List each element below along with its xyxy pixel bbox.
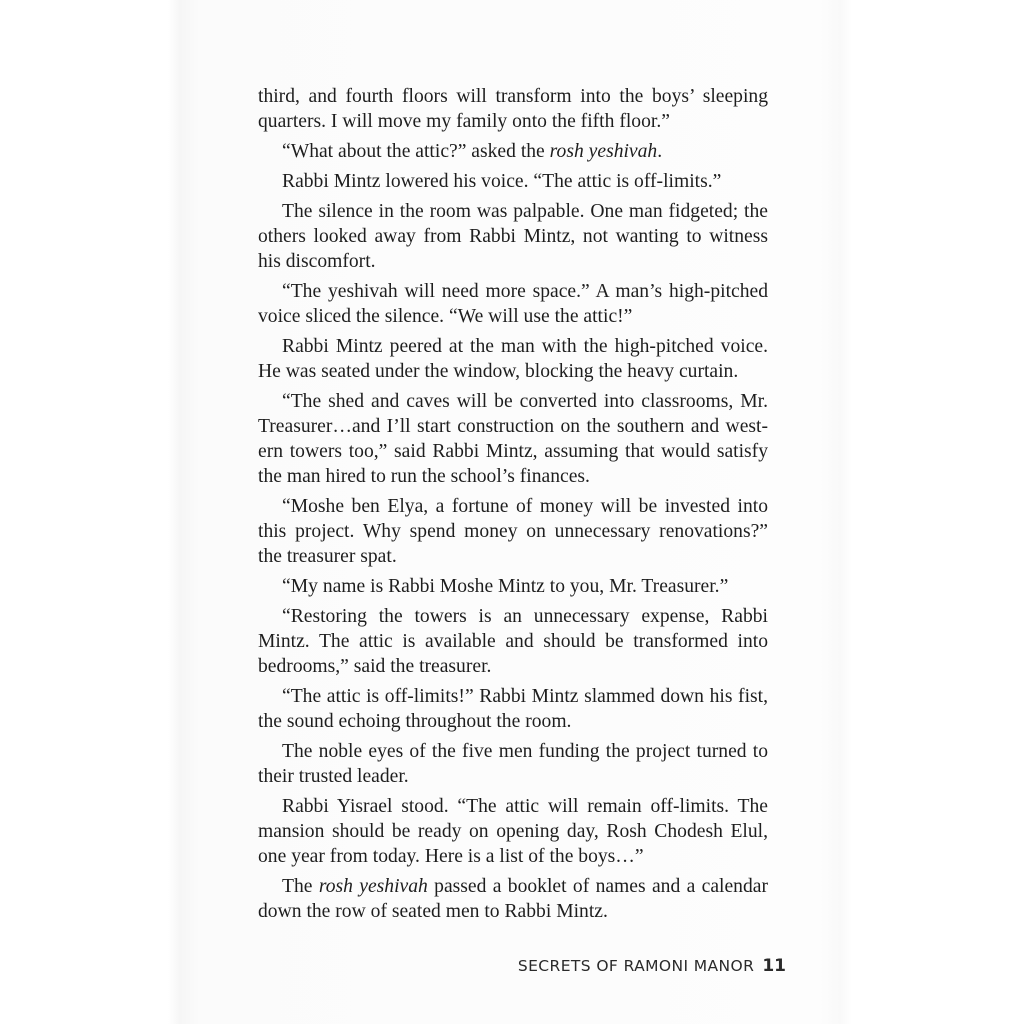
paragraph: “Moshe ben Elya, a fortune of money will be invested into this project. Why spend money on unnecessary renovations?” the treasurer spat. [258,496,768,567]
paragraph-text: The [282,876,319,897]
paragraph: “Restoring the towers is an unnecessary expense, Rabbi Mintz. The attic is available and should be transformed into bedrooms,” said the treasurer. [258,606,768,677]
paragraph: Rabbi Yisrael stood. “The attic will remain off-limits. The mansion should be ready on opening day, Rosh Chodesh Elul, one year from today. Here is a list of the boys…” [258,796,768,867]
running-head: SECRETS OF RAMONI MANOR [517,957,755,975]
paragraph: “The shed and caves will be converted into classrooms, Mr. Treasurer…and I’ll start construction on the southern and western towers too,” said Rabbi Mintz, assuming that would satisfy the man hired to run the school’s finances. [258,391,768,487]
paragraph-continued: third, and fourth floors will transform into the boys’ sleeping quarters. I will move my family onto the fifth floor.” [258,86,768,132]
body-text [258,84,768,929]
paragraph: The silence in the room was palpable. One man fidgeted; the others looked away from Rabbi Mintz, not wanting to witness his discomfort. [258,201,768,272]
paragraph-text: . [657,141,663,162]
page-number: 11 [762,956,786,976]
paragraph: “The yeshivah will need more space.” A man’s high-pitched voice sliced the silence. “We will use the attic!” [258,281,768,327]
paragraph-text: passed a booklet of names and a calendar down the row of seated men to Rabbi Mintz. [258,876,768,922]
page-footer [518,956,786,976]
paragraph: “My name is Rabbi Moshe Mintz to you, Mr. Treasurer.” [282,576,729,597]
paragraph [258,139,768,164]
paragraph-text: “What about the attic?” asked the [282,141,550,162]
italic-term: rosh yeshivah [318,876,428,897]
paragraph: Rabbi Mintz peered at the man with the high-pitched voice. He was seated under the window, blocking the heavy curtain. [258,336,768,382]
paragraph [258,874,768,924]
italic-term: rosh yeshivah [549,141,658,162]
paragraph: Rabbi Mintz lowered his voice. “The attic is off-limits.” [282,171,722,192]
paragraph: “The attic is off-limits!” Rabbi Mintz slammed down his fist, the sound echoing throughout the room. [258,686,768,732]
paragraph: The noble eyes of the five men funding the project turned to their trusted leader. [258,741,768,787]
